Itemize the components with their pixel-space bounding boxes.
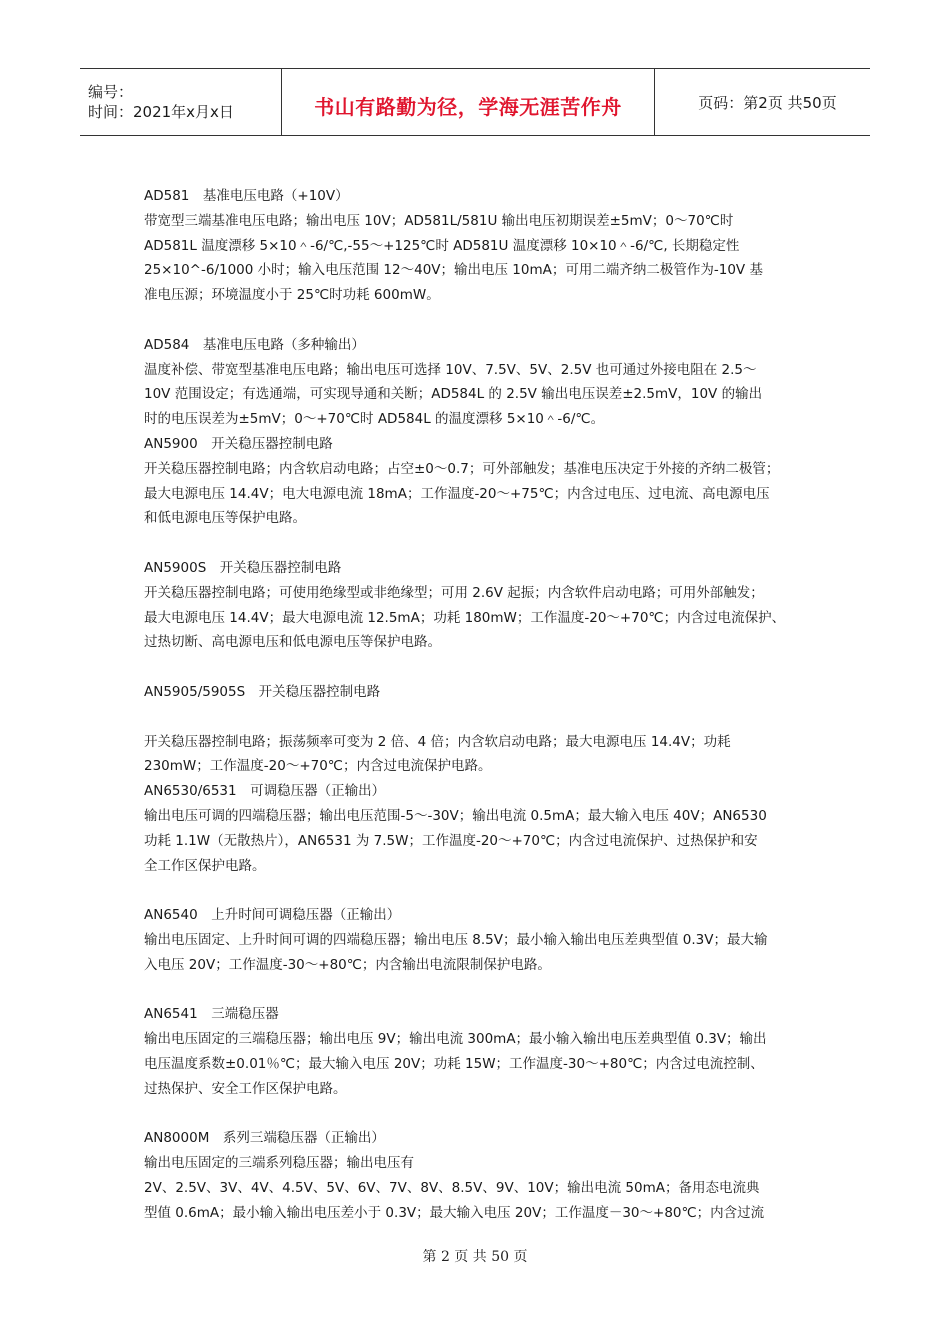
blank-line (144, 705, 824, 730)
text-line: 功耗 1.1W（无散热片），AN6531 为 7.5W；工作温度-20～+70℃；内含过电流保护、过热保护和安 (144, 832, 758, 849)
motto: 书山有路勤为径，学海无涯苦作舟 (314, 94, 622, 119)
text-line: AN5900 开关稳压器控制电路 (144, 435, 333, 452)
text-line: AN5900S 开关稳压器控制电路 (144, 559, 342, 576)
text-line: 开关稳压器控制电路；振荡频率可变为 2 倍、4 倍；内含软启动电路；最大电源电压 14.4V；功耗 (144, 733, 731, 750)
text-line: AD581L 温度漂移 5×10＾-6/℃,-55～+125℃时 AD581U 温度漂移 10×10＾-6/℃, 长期稳定性 (144, 237, 740, 254)
text-line: 入电压 20V；工作温度-30～+80℃；内含输出电流限制保护电路。 (144, 956, 551, 973)
text-line: 最大电源电压 14.4V；电大电源电流 18mA；工作温度-20～+75℃；内含过电压、过电流、高电源电压 (144, 485, 770, 502)
text-line: 开关稳压器控制电路；内含软启动电路；占空±0～0.7；可外部触发；基准电压决定于外接的齐纳二极管； (144, 460, 780, 477)
text-line: 输出电压固定的三端系列稳压器；输出电压有 (144, 1155, 414, 1172)
text-line: AN6530/6531 可调稳压器（正输出） (144, 783, 386, 800)
page-footer: 第 2 页 共 50 页 (422, 1249, 528, 1265)
document-body (144, 184, 824, 1225)
blank-line (144, 655, 824, 680)
text-line: 2V、2.5V、3V、4V、4.5V、5V、6V、7V、8V、8.5V、9V、10V；输出电流 50mA；备用态电流典 (144, 1179, 760, 1196)
text-line: 和低电源电压等保护电路。 (144, 510, 306, 527)
text-line: 过热切断、高电源电压和低电源电压等保护电路。 (144, 634, 441, 651)
text-line: 输出电压固定的三端稳压器；输出电压 9V；输出电流 300mA；最小输入输出电压差典型值 0.3V；输出 (144, 1031, 767, 1048)
date-line: 时间：2021年x月x日 (88, 103, 234, 121)
text-line: 输出电压可调的四端稳压器；输出电压范围-5～-30V；输出电流 0.5mA；最大输入电压 40V；AN6530 (144, 807, 767, 824)
blank-line (144, 1101, 824, 1126)
text-line: AD584 基准电压电路（多种输出） (144, 336, 365, 353)
header-meta (80, 69, 282, 135)
blank-line (144, 308, 824, 333)
text-line: 型值 0.6mA；最小输入输出电压差小于 0.3V；最大输入电压 20V；工作温度－30～+80℃；内含过流 (144, 1204, 765, 1221)
text-line: 10V 范围设定；有选通端，可实现导通和关断；AD584L 的 2.5V 输出电压误差±2.5mV，10V 的输出 (144, 386, 763, 403)
text-line: 电压温度系数±0.01％℃；最大输入电压 20V；功耗 15W；工作温度-30～+80℃；内含过电流控制、 (144, 1055, 764, 1072)
page-info: 页码：第2页 共50页 (698, 93, 837, 112)
number-label: 编号： (88, 83, 134, 101)
text-line: AN8000M 系列三端稳压器（正输出） (144, 1130, 385, 1147)
text-line: 时的电压误差为±5mV；0～+70℃时 AD584L 的温度漂移 5×10＾-6/℃。 (144, 411, 605, 428)
header-motto-cell (282, 69, 655, 135)
text-line: 温度补偿、带宽型基准电压电路；输出电压可选择 10V、7.5V、5V、2.5V 也可通过外接电阻在 2.5～ (144, 361, 757, 378)
text-line: 带宽型三端基准电压电路；输出电压 10V；AD581L/581U 输出电压初期误差±5mV；0～70℃时 (144, 212, 734, 229)
text-line: 230mW；工作温度-20～+70℃；内含过电流保护电路。 (144, 758, 492, 775)
text-line: 准电压源；环境温度小于 25℃时功耗 600mW。 (144, 287, 440, 304)
header-page-info-cell (655, 69, 870, 135)
text-line: 开关稳压器控制电路；可使用绝缘型或非绝缘型；可用 2.6V 起振；内含软件启动电路；可用外部触发； (144, 584, 764, 601)
text-line: 25×10^-6/1000 小时；输入电压范围 12～40V；输出电压 10mA；可用二端齐纳二极管作为-10V 基 (144, 262, 763, 279)
text-line: 全工作区保护电路。 (144, 857, 266, 874)
text-line: 输出电压固定、上升时间可调的四端稳压器；输出电压 8.5V；最小输入输出电压差典型值 0.3V；最大输 (144, 931, 768, 948)
text-line: 最大电源电压 14.4V；最大电源电流 12.5mA；功耗 180mW；工作温度-20～+70℃；内含过电流保护、 (144, 609, 786, 626)
blank-line (144, 531, 824, 556)
text-line: AD581 基准电压电路（+10V） (144, 188, 349, 204)
text-line: AN6541 三端稳压器 (144, 1006, 279, 1023)
page-header (80, 68, 870, 136)
text-line: AN6540 上升时间可调稳压器（正输出） (144, 907, 401, 924)
blank-line (144, 878, 824, 903)
text-line: 过热保护、安全工作区保护电路。 (144, 1080, 347, 1097)
text-line: AN5905/5905S 开关稳压器控制电路 (144, 683, 381, 700)
blank-line (144, 978, 824, 1003)
